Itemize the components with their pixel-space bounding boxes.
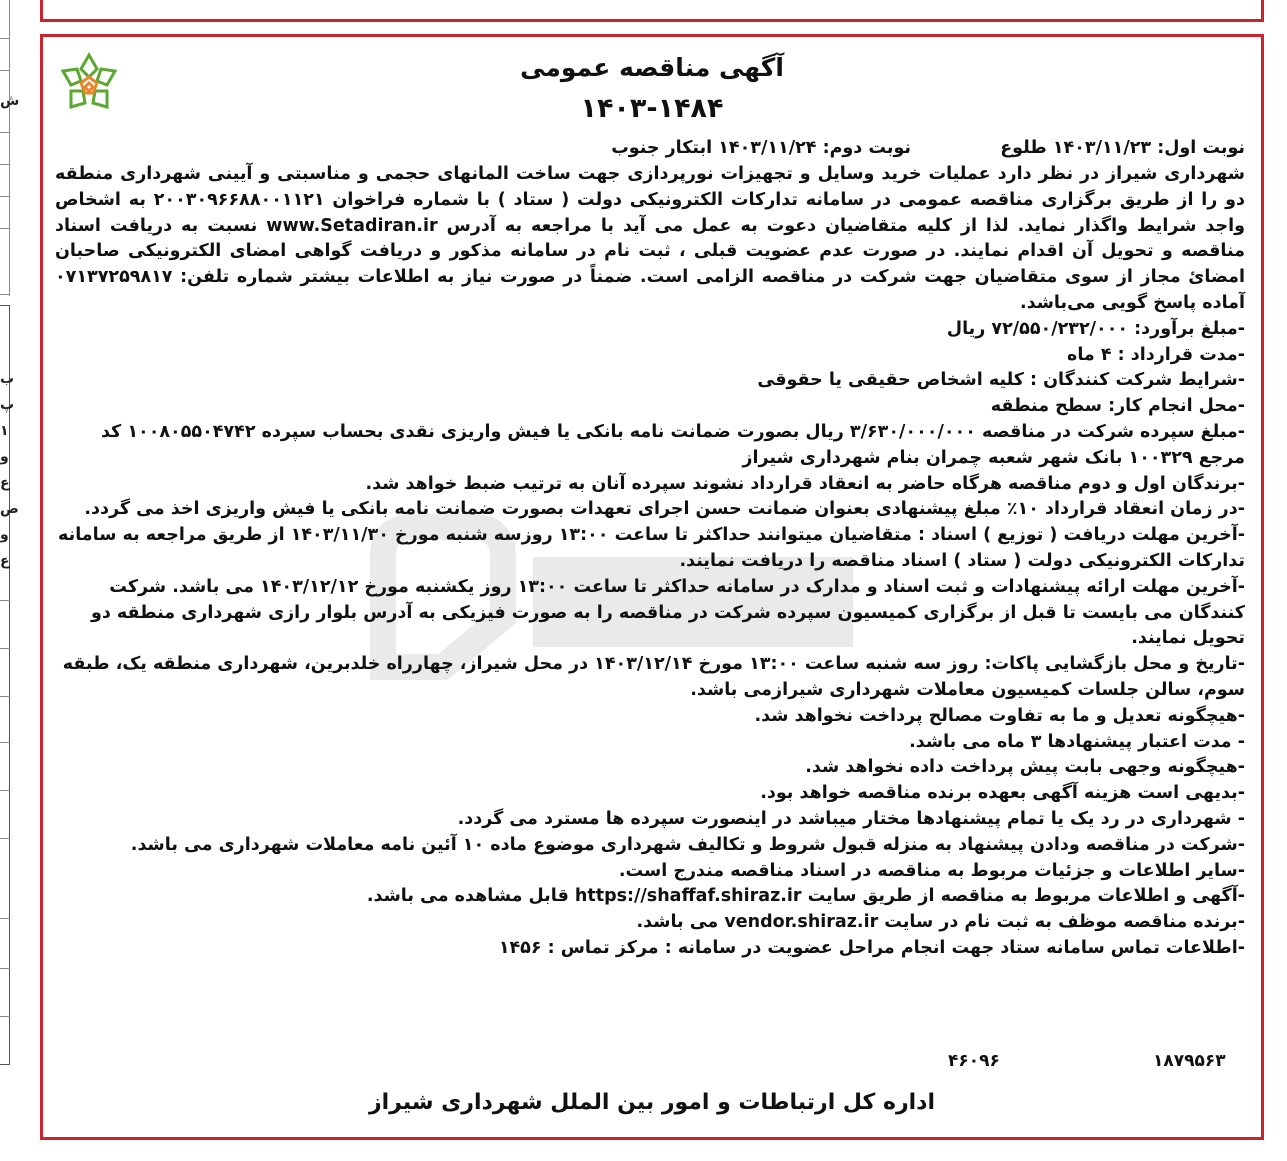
edge-glyph: و <box>0 449 9 465</box>
condition-item: -اطلاعات تماس سامانه ستاد جهت انجام مراحل عضویت در سامانه : مرکز تماس : ۱۴۵۶ <box>498 937 1245 958</box>
column-rule <box>0 294 10 295</box>
condition-item: -مدت قرارداد : ۴ ماه <box>1067 344 1245 365</box>
neighbour-ad-frame <box>0 305 10 1065</box>
edge-glyph: ش <box>0 93 20 109</box>
condition-item: - مدت اعتبار پیشنهادها ۳ ماه می باشد. <box>909 731 1245 752</box>
column-rule <box>0 600 10 601</box>
condition-item: -مبلغ برآورد: ۷۲/۵۵۰/۲۳۲/۰۰۰ ریال <box>946 318 1245 339</box>
neighbour-column-edge <box>0 0 20 1161</box>
column-rule <box>0 196 10 197</box>
condition-item: -آخرین مهلت ارائه پیشنهادات و ثبت اسناد و مدارک در سامانه حداکثر تا ساعت ۱۳:۰۰ روز یکشنبه مورخ ۱۴۰۳/۱۲/۱۲ می باشد. شرکت کنندگان می بایست تا قبل از برگزاری کمیسیون سپرده شرکت در مناقصه را به صورت فیزیکی به آدرس بلوار رازی شهرداری منطقه دو تحویل نمایند. <box>90 576 1245 649</box>
condition-item: -بدیهی است هزینه آگهی بعهده برنده مناقصه خواهد بود. <box>760 783 1245 804</box>
edge-glyph: ع <box>0 553 10 569</box>
condition-item: - شهرداری در رد یک یا تمام پیشنهادها مختار میباشد در اینصورت سپرده ها مسترد می گردد. <box>457 808 1245 829</box>
second-publication: نوبت دوم: ۱۴۰۳/۱۱/۲۴ ابتکار جنوب <box>611 138 911 158</box>
column-rule <box>0 132 10 133</box>
column-rule <box>0 742 10 743</box>
condition-item: -شرکت در مناقصه ودادن پیشنهاد به منزله قبول شروط و تکالیف شهرداری موضوع ماده ۱۰ آئین نامه معاملات شهرداری می باشد. <box>130 834 1245 855</box>
condition-item: -برندگان اول و دوم مناقصه هرگاه حاضر به انعقاد قرارداد نشوند سپرده آنان به ترتیب ضبط خواهد شد. <box>365 473 1245 494</box>
edge-glyph: ع <box>0 475 10 491</box>
column-rule <box>0 1016 10 1017</box>
intro-paragraph: شهرداری شیراز در نظر دارد عملیات خرید وسایل و تجهیزات نورپردازی جهت ساخت المانهای حجمی و مناسبتی و آیینی شهرداری منطقه دو را از طریق برگزاری مناقصه عمومی در سامانه تدارکات الکترونیکی دولت ( ستاد ) با شماره فراخوان ۲۰۰۳۰۹۶۶۸۸۰۰۱۱۲۱ به اشخاص واجد شرایط واگذار نماید. لذا از کلیه متقاضیان دعوت به عمل می آید با مراجعه به آدرس www.Setadiran.ir نسبت به دریافت اسناد مناقصه و تحویل آن اقدام نمایند. در صورت عدم عضویت قبلی ، ثبت نام در سامانه مذکور و دریافت گواهی امضای الکترونیکی صاحبان امضائ مجاز از سوی متقاضیان جهت شرکت در مناقصه الزامی است. ضمناً در صورت نیاز به اطلاعات بیشتر شماره تلفن: ۰۷۱۳۷۲۵۹۸۱۷ آماده پاسخ گویی می‌باشد. <box>55 164 1245 313</box>
condition-item: -آخرین مهلت دریافت ( توزیع ) اسناد : متقاضیان میتوانند حداکثر تا ساعت ۱۳:۰۰ روزسه شنبه مورخ ۱۴۰۳/۱۱/۳۰ از طریق مراجعه به سامانه تدارکات الکترونیکی دولت ( ستاد ) اسناد مناقصه را دریافت نمایند. <box>58 525 1245 571</box>
column-rule <box>0 38 10 39</box>
condition-item: -مبلغ سپرده شرکت در مناقصه ۳/۶۳۰/۰۰۰/۰۰۰ ریال بصورت ضمانت نامه بانکی یا فیش واریزی نقدی بحساب سپرده ۱۰۰۸۰۵۵۰۴۷۴۲ کد مرجع ۱۰۰۳۲۹ بانک شهر شعبه چمران بنام شهرداری شیراز <box>100 421 1245 468</box>
condition-item: -محل انجام کار: سطح منطقه <box>990 396 1245 417</box>
previous-ad-frame <box>40 0 1264 22</box>
column-rule <box>0 164 10 165</box>
edge-glyph: پ <box>0 397 15 413</box>
condition-item: -شرایط شرکت کنندگان : کلیه اشخاص حقیقی یا حقوقی <box>757 370 1245 391</box>
column-rule <box>0 228 10 229</box>
ad-code-right: ۱۸۷۹۵۶۳ <box>1153 1051 1226 1071</box>
condition-item: -هیچگونه تعدیل و ما به تفاوت مصالح پرداخت نخواهد شد. <box>754 705 1245 726</box>
ad-signature: اداره کل ارتباطات و امور بین الملل شهرداری شیراز <box>368 1090 936 1115</box>
column-rule <box>0 838 10 839</box>
condition-item: -برنده مناقصه موظف به ثبت نام در سایت vendor.shiraz.ir می باشد. <box>636 912 1245 933</box>
ad-title: آگهی مناقصه عمومی <box>520 53 784 82</box>
edge-glyph: ۱ <box>0 423 9 439</box>
condition-item: -سایر اطلاعات و جزئیات مربوط به مناقصه در اسناد مناقصه مندرج است. <box>618 860 1245 881</box>
condition-item: -آگهی و اطلاعات مربوط به مناقصه از طریق سایت https://shaffaf.shiraz.ir قابل مشاهده می باشد. <box>366 886 1245 907</box>
column-rule <box>0 648 10 649</box>
column-rule <box>0 968 10 969</box>
column-rule <box>0 790 10 791</box>
column-rule <box>0 918 10 919</box>
tender-advertisement <box>40 34 1264 1140</box>
column-rule <box>0 696 10 697</box>
edge-glyph: و <box>0 527 9 543</box>
first-publication: نوبت اول: ۱۴۰۳/۱۱/۲۳ طلوع <box>1000 138 1245 158</box>
edge-glyph: ب <box>0 371 15 387</box>
condition-item: -تاریخ و محل بازگشایی پاکات: روز سه شنبه ساعت ۱۳:۰۰ مورخ ۱۴۰۳/۱۲/۱۴ در محل شیراز، چهارراه خلدبرین، شهرداری منطقه یک، طبقه سوم، سالن جلسات کمیسیون معاملات شهرداری شیرازمی باشد. <box>62 654 1245 700</box>
edge-glyph: ص <box>0 501 19 517</box>
tender-number: ۱۴۰۳-۱۴۸۴ <box>580 93 724 124</box>
ad-body <box>55 162 1245 962</box>
column-divider <box>9 0 10 296</box>
ad-code-left: ۴۶۰۹۶ <box>948 1051 1000 1071</box>
condition-item: -در زمان انعقاد قرارداد ۱۰٪ مبلغ پیشنهادی بعنوان ضمانت حسن اجرای تعهدات بصورت ضمانت نامه بانکی یا فیش واریزی اخذ می گردد. <box>84 499 1245 520</box>
condition-item: -هیچگونه وجهی بابت پیش پرداخت داده نخواهد شد. <box>805 757 1245 778</box>
column-rule <box>0 70 10 71</box>
